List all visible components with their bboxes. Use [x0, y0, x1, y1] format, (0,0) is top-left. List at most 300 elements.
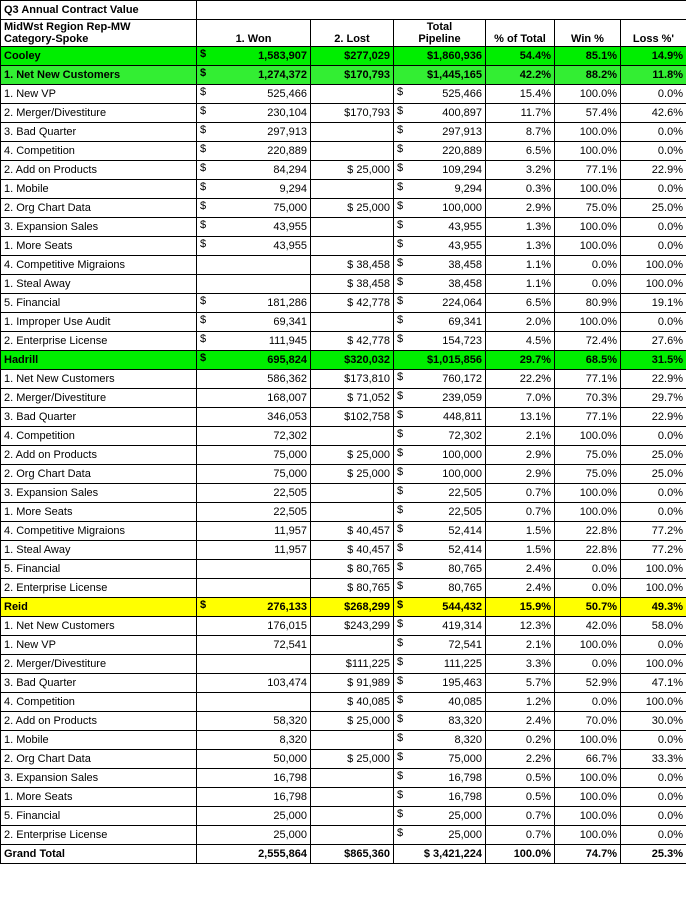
row-label: 1. Steal Away [1, 541, 197, 560]
cell-win-pct: 52.9% [555, 674, 621, 693]
row-label: 1. New VP [1, 85, 197, 104]
cell-lost [311, 503, 394, 522]
cell-win-pct: 77.1% [555, 161, 621, 180]
cell-pipeline: $ 224,064 [394, 294, 486, 313]
currency-symbol: $ [200, 352, 207, 364]
cell-won: 50,000 [197, 750, 311, 769]
cell-win-pct: 100.0% [555, 636, 621, 655]
row-label: 2. Add on Products [1, 446, 197, 465]
cell-win-pct: 75.0% [555, 446, 621, 465]
currency-symbol: $ [397, 523, 404, 535]
row-label: 2. Enterprise License [1, 332, 197, 351]
cell-won: $ 695,824 [197, 351, 311, 370]
cell-win-pct: 100.0% [555, 503, 621, 522]
cell-won: $ 75,000 [197, 199, 311, 218]
cell-lost: $ 25,000 [311, 465, 394, 484]
cell-lost: $111,225 [311, 655, 394, 674]
row-label: 1. Improper Use Audit [1, 313, 197, 332]
cell-pct-total: 2.9% [486, 465, 555, 484]
row-label: 5. Financial [1, 294, 197, 313]
table-row [1, 541, 686, 560]
cell-loss-pct: 0.0% [621, 313, 686, 332]
currency-symbol: $ [200, 181, 207, 193]
row-label: Cooley [1, 47, 197, 66]
cell-loss-pct: 49.3% [621, 598, 686, 617]
header-pipeline-line1: Total [426, 21, 453, 33]
cell-win-pct: 72.4% [555, 332, 621, 351]
currency-symbol: $ [397, 428, 404, 440]
cell-win-pct: 100.0% [555, 807, 621, 826]
title-filler-1 [197, 1, 311, 20]
cell-pipeline: $ 72,302 [394, 427, 486, 446]
cell-pct-total: 1.5% [486, 541, 555, 560]
currency-symbol: $ [397, 618, 404, 630]
cell-won: 58,320 [197, 712, 311, 731]
cell-win-pct: 22.8% [555, 522, 621, 541]
table-row [1, 712, 686, 731]
cell-won: 103,474 [197, 674, 311, 693]
table-row [1, 807, 686, 826]
table-row [1, 389, 686, 408]
cell-pct-total: 22.2% [486, 370, 555, 389]
cell-pct-total: 5.7% [486, 674, 555, 693]
table-row [1, 85, 686, 104]
header-category [1, 20, 197, 47]
cell-pct-total: 1.1% [486, 275, 555, 294]
currency-symbol: $ [200, 295, 207, 307]
currency-symbol: $ [397, 162, 404, 174]
currency-symbol: $ [397, 181, 404, 193]
cell-lost: $ 25,000 [311, 161, 394, 180]
currency-symbol: $ [397, 542, 404, 554]
row-label: 4. Competition [1, 142, 197, 161]
cell-pct-total: 42.2% [486, 66, 555, 85]
cell-loss-pct: 33.3% [621, 750, 686, 769]
cell-pct-total: 0.5% [486, 769, 555, 788]
row-label: Grand Total [1, 845, 197, 864]
cell-won: 22,505 [197, 484, 311, 503]
cell-win-pct: 0.0% [555, 560, 621, 579]
cell-lost [311, 484, 394, 503]
cell-won: 72,302 [197, 427, 311, 446]
cell-pct-total: 2.4% [486, 712, 555, 731]
cell-pct-total: 0.7% [486, 503, 555, 522]
cell-pct-total: 0.2% [486, 731, 555, 750]
cell-won: $ 43,955 [197, 218, 311, 237]
cell-win-pct: 100.0% [555, 788, 621, 807]
header-pipeline [394, 20, 486, 47]
cell-won: $ 69,341 [197, 313, 311, 332]
cell-loss-pct: 77.2% [621, 522, 686, 541]
table-row [1, 598, 686, 617]
cell-pipeline: $ 220,889 [394, 142, 486, 161]
table-row [1, 313, 686, 332]
cell-lost: $173,810 [311, 370, 394, 389]
cell-won [197, 275, 311, 294]
cell-lost [311, 237, 394, 256]
cell-win-pct: 100.0% [555, 731, 621, 750]
cell-pct-total: 0.3% [486, 180, 555, 199]
currency-symbol: $ [200, 86, 207, 98]
table-row [1, 845, 686, 864]
cell-lost: $ 80,765 [311, 560, 394, 579]
cell-pct-total: 0.7% [486, 826, 555, 845]
cell-pct-total: 1.3% [486, 218, 555, 237]
cell-lost: $ 80,765 [311, 579, 394, 598]
cell-loss-pct: 100.0% [621, 655, 686, 674]
table-row [1, 408, 686, 427]
cell-loss-pct: 25.0% [621, 199, 686, 218]
cell-pipeline: $ 52,414 [394, 541, 486, 560]
cell-won: 2,555,864 [197, 845, 311, 864]
cell-loss-pct: 100.0% [621, 275, 686, 294]
cell-pipeline: $ 100,000 [394, 465, 486, 484]
currency-symbol: $ [397, 295, 404, 307]
cell-won [197, 560, 311, 579]
row-label: 4. Competitive Migraions [1, 522, 197, 541]
cell-pipeline: $ 8,320 [394, 731, 486, 750]
currency-symbol: $ [397, 105, 404, 117]
table-row [1, 427, 686, 446]
cell-won: 75,000 [197, 465, 311, 484]
currency-symbol: $ [397, 333, 404, 345]
cell-lost [311, 85, 394, 104]
cell-pipeline: $ 80,765 [394, 579, 486, 598]
cell-lost: $ 25,000 [311, 199, 394, 218]
row-label: 2. Enterprise License [1, 826, 197, 845]
cell-pipeline: $ 9,294 [394, 180, 486, 199]
header-category-line1: MidWst Region Rep-MW [4, 21, 131, 33]
cell-pct-total: 2.9% [486, 199, 555, 218]
cell-lost: $170,793 [311, 66, 394, 85]
row-label: 3. Bad Quarter [1, 674, 197, 693]
cell-won: $ 230,104 [197, 104, 311, 123]
cell-pipeline: $ 239,059 [394, 389, 486, 408]
cell-win-pct: 22.8% [555, 541, 621, 560]
cell-pct-total: 100.0% [486, 845, 555, 864]
cell-pct-total: 6.5% [486, 142, 555, 161]
cell-win-pct: 100.0% [555, 484, 621, 503]
cell-pipeline: $ 69,341 [394, 313, 486, 332]
table-row [1, 579, 686, 598]
cell-pct-total: 2.0% [486, 313, 555, 332]
currency-symbol: $ [200, 67, 207, 79]
row-label: 2. Add on Products [1, 712, 197, 731]
cell-loss-pct: 0.0% [621, 218, 686, 237]
row-label: 3. Expansion Sales [1, 218, 197, 237]
currency-symbol: $ [397, 789, 404, 801]
cell-pct-total: 13.1% [486, 408, 555, 427]
cell-pipeline: $ 100,000 [394, 199, 486, 218]
cell-pipeline: $ 83,320 [394, 712, 486, 731]
table-row [1, 655, 686, 674]
currency-symbol: $ [397, 504, 404, 516]
cell-pipeline: $1,860,936 [394, 47, 486, 66]
title-filler-5 [555, 1, 621, 20]
currency-symbol: $ [200, 162, 207, 174]
cell-pct-total: 1.5% [486, 522, 555, 541]
row-label: 2. Merger/Divestiture [1, 104, 197, 123]
cell-pipeline: $ 100,000 [394, 446, 486, 465]
currency-symbol: $ [397, 580, 404, 592]
table-row [1, 731, 686, 750]
cell-pipeline: $ 109,294 [394, 161, 486, 180]
cell-win-pct: 74.7% [555, 845, 621, 864]
row-label: 2. Merger/Divestiture [1, 389, 197, 408]
table-row [1, 826, 686, 845]
cell-won: 75,000 [197, 446, 311, 465]
cell-won: 25,000 [197, 807, 311, 826]
table-row [1, 104, 686, 123]
table-row [1, 503, 686, 522]
cell-win-pct: 68.5% [555, 351, 621, 370]
cell-won: 586,362 [197, 370, 311, 389]
cell-lost: $277,029 [311, 47, 394, 66]
currency-symbol: $ [397, 447, 404, 459]
cell-pipeline: $ 760,172 [394, 370, 486, 389]
cell-won: $ 181,286 [197, 294, 311, 313]
cell-loss-pct: 14.9% [621, 47, 686, 66]
cell-lost: $ 25,000 [311, 712, 394, 731]
page-title: Q3 Annual Contract Value [1, 1, 197, 20]
cell-loss-pct: 0.0% [621, 503, 686, 522]
cell-lost [311, 731, 394, 750]
cell-lost: $268,299 [311, 598, 394, 617]
cell-lost: $ 25,000 [311, 750, 394, 769]
cell-lost [311, 807, 394, 826]
cell-lost: $ 91,989 [311, 674, 394, 693]
cell-won: 168,007 [197, 389, 311, 408]
table-row [1, 465, 686, 484]
cell-won [197, 693, 311, 712]
cell-lost [311, 826, 394, 845]
cell-loss-pct: 0.0% [621, 769, 686, 788]
cell-lost: $ 42,778 [311, 332, 394, 351]
cell-loss-pct: 0.0% [621, 731, 686, 750]
cell-pct-total: 8.7% [486, 123, 555, 142]
table-row [1, 142, 686, 161]
cell-lost: $ 38,458 [311, 275, 394, 294]
cell-won: $ 525,466 [197, 85, 311, 104]
cell-lost: $320,032 [311, 351, 394, 370]
cell-loss-pct: 22.9% [621, 370, 686, 389]
table-row [1, 161, 686, 180]
cell-pct-total: 7.0% [486, 389, 555, 408]
currency-symbol: $ [200, 314, 207, 326]
row-label: 1. More Seats [1, 503, 197, 522]
cell-lost: $ 42,778 [311, 294, 394, 313]
header-category-line2: Category-Spoke [4, 33, 89, 45]
cell-loss-pct: 0.0% [621, 123, 686, 142]
cell-pct-total: 15.4% [486, 85, 555, 104]
currency-symbol: $ [397, 827, 404, 839]
cell-loss-pct: 100.0% [621, 256, 686, 275]
currency-symbol: $ [397, 637, 404, 649]
cell-win-pct: 88.2% [555, 66, 621, 85]
currency-symbol: $ [200, 333, 207, 345]
cell-win-pct: 77.1% [555, 408, 621, 427]
row-label: 2. Org Chart Data [1, 465, 197, 484]
cell-loss-pct: 47.1% [621, 674, 686, 693]
cell-lost: $ 38,458 [311, 256, 394, 275]
table-row [1, 218, 686, 237]
cell-win-pct: 80.9% [555, 294, 621, 313]
cell-won: $ 43,955 [197, 237, 311, 256]
cell-win-pct: 0.0% [555, 655, 621, 674]
table-row [1, 769, 686, 788]
cell-loss-pct: 19.1% [621, 294, 686, 313]
cell-pct-total: 54.4% [486, 47, 555, 66]
row-label: 2. Org Chart Data [1, 199, 197, 218]
currency-symbol: $ [397, 124, 404, 136]
currency-symbol: $ [397, 675, 404, 687]
cell-win-pct: 100.0% [555, 218, 621, 237]
row-label: 2. Org Chart Data [1, 750, 197, 769]
cell-win-pct: 75.0% [555, 465, 621, 484]
cell-won: 16,798 [197, 788, 311, 807]
cell-pipeline: $ 16,798 [394, 769, 486, 788]
currency-symbol: $ [397, 143, 404, 155]
row-label: 1. Net New Customers [1, 370, 197, 389]
cell-loss-pct: 58.0% [621, 617, 686, 636]
cell-loss-pct: 0.0% [621, 180, 686, 199]
cell-loss-pct: 0.0% [621, 826, 686, 845]
cell-won: 346,053 [197, 408, 311, 427]
cell-lost [311, 636, 394, 655]
table-row [1, 237, 686, 256]
header-pct-total: % of Total [486, 20, 555, 47]
currency-symbol: $ [200, 124, 207, 136]
currency-symbol: $ [397, 390, 404, 402]
cell-won: 11,957 [197, 522, 311, 541]
table-row [1, 180, 686, 199]
cell-won: $ 297,913 [197, 123, 311, 142]
currency-symbol: $ [397, 694, 404, 706]
cell-pipeline: $ 297,913 [394, 123, 486, 142]
currency-symbol: $ [397, 732, 404, 744]
cell-loss-pct: 27.6% [621, 332, 686, 351]
cell-pct-total: 1.1% [486, 256, 555, 275]
cell-pipeline: $ 38,458 [394, 256, 486, 275]
cell-won: 72,541 [197, 636, 311, 655]
cell-pct-total: 4.5% [486, 332, 555, 351]
table-row [1, 332, 686, 351]
table-row [1, 674, 686, 693]
cell-loss-pct: 100.0% [621, 560, 686, 579]
currency-symbol: $ [397, 751, 404, 763]
cell-pct-total: 11.7% [486, 104, 555, 123]
cell-lost: $ 71,052 [311, 389, 394, 408]
table-row [1, 351, 686, 370]
cell-lost [311, 427, 394, 446]
table-row [1, 522, 686, 541]
table-row [1, 446, 686, 465]
cell-win-pct: 100.0% [555, 85, 621, 104]
cell-pipeline: $1,015,856 [394, 351, 486, 370]
cell-pipeline: $ 52,414 [394, 522, 486, 541]
row-label: 4. Competitive Migraions [1, 256, 197, 275]
cell-loss-pct: 0.0% [621, 237, 686, 256]
currency-symbol: $ [397, 371, 404, 383]
table-header-row [1, 20, 686, 47]
cell-loss-pct: 100.0% [621, 693, 686, 712]
cell-pipeline: $ 400,897 [394, 104, 486, 123]
table-row [1, 370, 686, 389]
cell-win-pct: 70.0% [555, 712, 621, 731]
cell-pct-total: 6.5% [486, 294, 555, 313]
cell-won: 8,320 [197, 731, 311, 750]
currency-symbol: $ [397, 808, 404, 820]
cell-loss-pct: 0.0% [621, 636, 686, 655]
cell-pct-total: 2.1% [486, 427, 555, 446]
cell-win-pct: 0.0% [555, 579, 621, 598]
currency-symbol: $ [397, 713, 404, 725]
cell-win-pct: 57.4% [555, 104, 621, 123]
cell-won: 22,505 [197, 503, 311, 522]
cell-pipeline: $ 80,765 [394, 560, 486, 579]
cell-lost [311, 313, 394, 332]
cell-loss-pct: 22.9% [621, 408, 686, 427]
cell-loss-pct: 22.9% [621, 161, 686, 180]
cell-loss-pct: 25.0% [621, 465, 686, 484]
currency-symbol: $ [397, 86, 404, 98]
cell-lost [311, 180, 394, 199]
cell-pct-total: 2.9% [486, 446, 555, 465]
title-filler-4 [486, 1, 555, 20]
cell-pipeline: $ 195,463 [394, 674, 486, 693]
cell-pipeline: $ 43,955 [394, 218, 486, 237]
cell-won: 25,000 [197, 826, 311, 845]
table-row [1, 294, 686, 313]
cell-pipeline: $ 448,811 [394, 408, 486, 427]
cell-pipeline: $ 111,225 [394, 655, 486, 674]
cell-pct-total: 0.7% [486, 807, 555, 826]
cell-win-pct: 42.0% [555, 617, 621, 636]
header-pipeline-line2: Pipeline [418, 33, 461, 45]
cell-pipeline: $ 3,421,224 [394, 845, 486, 864]
row-label: 5. Financial [1, 807, 197, 826]
table-row [1, 484, 686, 503]
currency-symbol: $ [397, 485, 404, 497]
cell-loss-pct: 29.7% [621, 389, 686, 408]
cell-win-pct: 0.0% [555, 693, 621, 712]
cell-lost [311, 123, 394, 142]
cell-lost: $865,360 [311, 845, 394, 864]
cell-pipeline: $ 154,723 [394, 332, 486, 351]
cell-loss-pct: 0.0% [621, 142, 686, 161]
cell-pipeline: $ 75,000 [394, 750, 486, 769]
cell-pct-total: 1.3% [486, 237, 555, 256]
cell-win-pct: 100.0% [555, 123, 621, 142]
currency-symbol: $ [200, 219, 207, 231]
currency-symbol: $ [397, 314, 404, 326]
cell-lost: $ 40,457 [311, 541, 394, 560]
table-row [1, 199, 686, 218]
currency-symbol: $ [397, 599, 404, 611]
cell-pct-total: 2.1% [486, 636, 555, 655]
cell-win-pct: 85.1% [555, 47, 621, 66]
currency-symbol: $ [200, 105, 207, 117]
currency-symbol: $ [200, 200, 207, 212]
title-filler-3 [394, 1, 486, 20]
row-label: 2. Merger/Divestiture [1, 655, 197, 674]
currency-symbol: $ [397, 409, 404, 421]
cell-lost: $170,793 [311, 104, 394, 123]
cell-lost: $ 40,457 [311, 522, 394, 541]
cell-won [197, 579, 311, 598]
currency-symbol: $ [397, 656, 404, 668]
cell-loss-pct: 0.0% [621, 807, 686, 826]
